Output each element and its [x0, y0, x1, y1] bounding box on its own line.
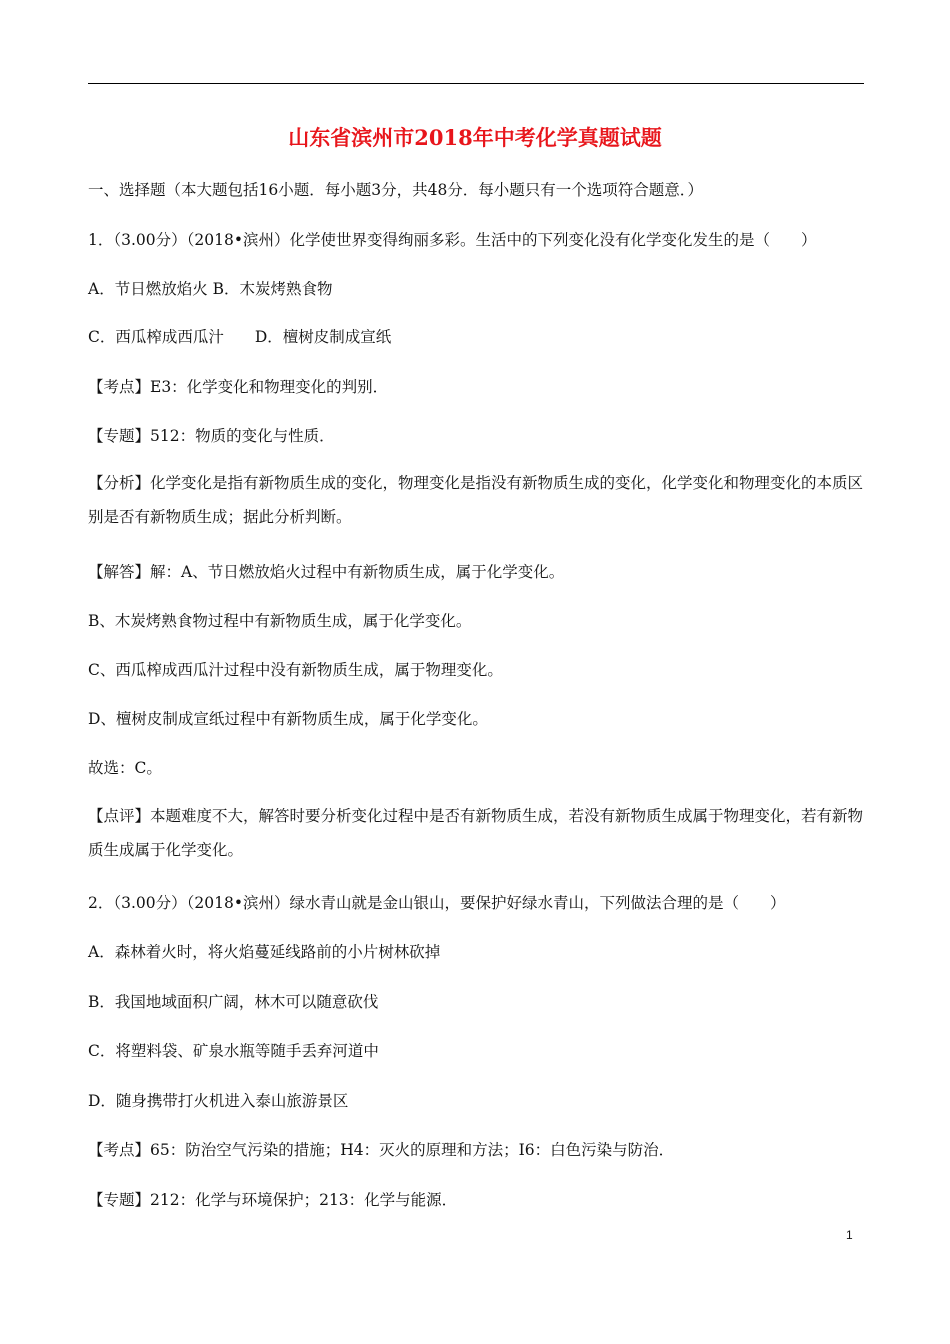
question-2-option-d: D．随身携带打火机进入泰山旅游景区 — [88, 1092, 349, 1110]
question-1-answer-d: D、檀树皮制成宣纸过程中有新物质生成，属于化学变化。 — [88, 710, 488, 728]
question-1-fenxi: 【分析】化学变化是指有新物质生成的变化，物理变化是指没有新物质生成的变化，化学变化和物理变化的本质区别是否有新物质生成；据此分析判断。 — [88, 474, 864, 526]
question-1-jieda: 【解答】解：A、节日燃放焰火过程中有新物质生成，属于化学变化。 — [88, 563, 565, 581]
question-1-options-cd: C．西瓜榨成西瓜汁 D．檀树皮制成宣纸 — [88, 328, 392, 346]
question-1-kaodian: 【考点】E3：化学变化和物理变化的判别． — [88, 378, 389, 396]
question-1-zhuanti: 【专题】512：物质的变化与性质． — [88, 427, 335, 445]
question-1-dianping: 【点评】本题难度不大，解答时要分析变化过程中是否有新物质生成，若没有新物质生成属于物理变化，若有新物质生成属于化学变化。 — [88, 807, 864, 859]
section-heading: 一、选择题（本大题包括16小题．每小题3分，共48分．每小题只有一个选项符合题意．） — [88, 181, 704, 199]
question-2-stem: 2．（3.00分）（2018•滨州）绿水青山就是金山银山，要保护好绿水青山，下列做法合理的是（ ） — [88, 894, 786, 912]
question-1-answer-b: B、木炭烤熟食物过程中有新物质生成，属于化学变化。 — [88, 612, 472, 630]
question-1-choice: 故选：C。 — [88, 759, 162, 777]
document-title: 山东省滨州市2018年中考化学真题试题 — [288, 125, 662, 150]
question-1-options-ab: A．节日燃放焰火 B．木炭烤熟食物 — [88, 280, 333, 298]
question-2-option-a: A．森林着火时，将火焰蔓延线路前的小片树林砍掉 — [88, 943, 441, 961]
question-2-option-c: C．将塑料袋、矿泉水瓶等随手丢弃河道中 — [88, 1042, 379, 1060]
question-2-zhuanti: 【专题】212：化学与环境保护；213：化学与能源． — [88, 1191, 458, 1209]
question-1-answer-c: C、西瓜榨成西瓜汁过程中没有新物质生成，属于物理变化。 — [88, 661, 503, 679]
question-1-stem: 1．（3.00分）（2018•滨州）化学使世界变得绚丽多彩。生活中的下列变化没有化学变化发生的是（ ） — [88, 231, 817, 249]
page-number: 1 — [846, 1228, 853, 1242]
question-2-option-b: B．我国地域面积广阔，林木可以随意砍伐 — [88, 993, 379, 1011]
header-rule — [88, 83, 864, 84]
question-2-kaodian: 【考点】65：防治空气污染的措施；H4：灭火的原理和方法；I6：白色污染与防治． — [88, 1141, 675, 1159]
